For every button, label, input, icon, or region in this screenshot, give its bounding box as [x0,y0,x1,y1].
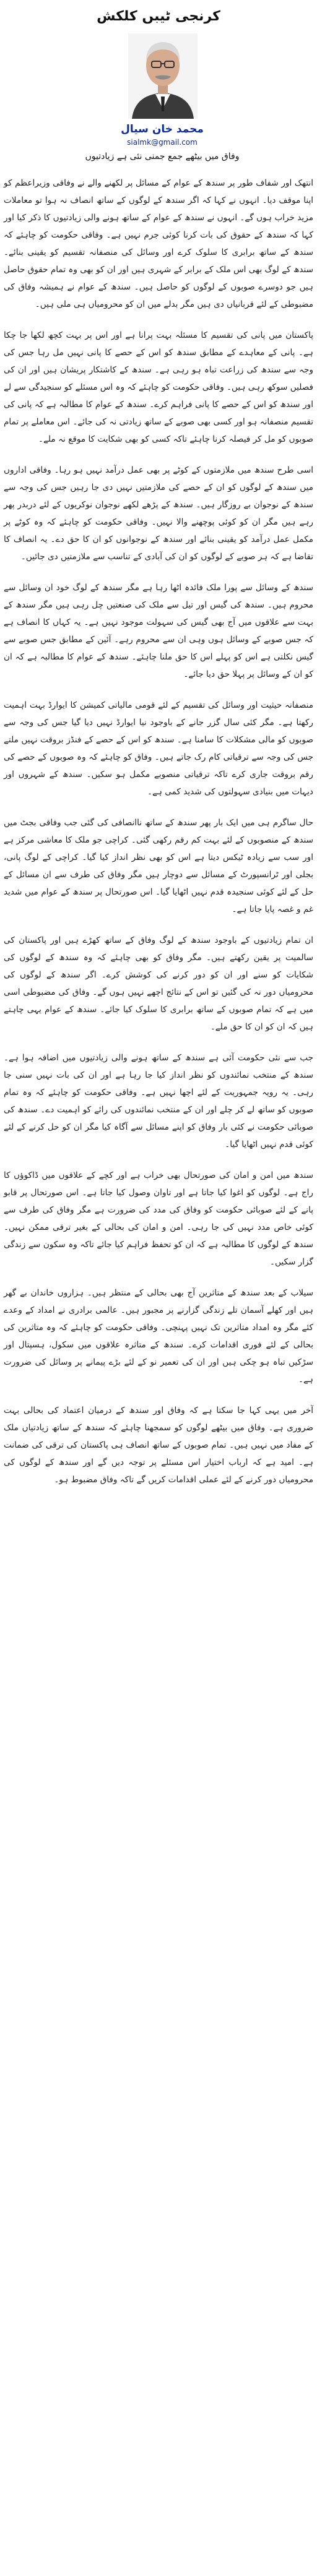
paragraph: آخر میں یہی کہا جا سکتا ہے کہ وفاق اور سندھ کے درمیان اعتماد کی بحالی بہت ضروری ہے۔ وفاق میں بیٹھے لوگوں کو سمجھنا چاہئے کہ سندھ کے ساتھ زیادتیاں ملک کے مفاد میں نہیں ہیں۔ تمام صوبوں کے ساتھ انصاف ہی پاکستان کی ترقی کی ضمانت ہے۔ امید ہے کہ ارباب اختیار اس مسئلے پر توجہ دیں گے اور سندھ کے لوگوں کی محرومیاں دور کرنے کے لئے عملی اقدامات کریں گے تاکہ وفاق مضبوط ہو۔ [4,1406,313,1485]
paragraph: جب سے نئی حکومت آئی ہے سندھ کے ساتھ ہونے والی زیادتیوں میں اضافہ ہوا ہے۔ سندھ کے منتخب نمائندوں کو نظر انداز کیا جا رہا ہے اور ان کی بات نہیں سنی جا رہی۔ یہ رویہ جمہوریت کے لئے اچھا نہیں ہے۔ وفاقی حکومت کو چاہئے کہ وہ تمام صوبوں کو ساتھ لے کر چلے اور ان کے منتخب نمائندوں کی رائے کو اہمیت دے۔ سندھ کی صوبائی حکومت نے کئی بار وفاق کو اپنے مسائل سے آگاہ کیا مگر ان کو حل کرنے کے لئے کوئی قدم نہیں اٹھایا گیا۔ [4,1053,313,1149]
author-email[interactable]: sialmk@gmail.com [127,138,198,147]
article-title: وفاق میں بیٹھے جمع جمنی نئی ہے زیادتیوں [85,152,240,161]
paragraph: سندھ میں امن و امان کی صورتحال بھی خراب ہے اور کچے کے علاقوں میں ڈاکوؤں کا راج ہے۔ لوگوں کو اغوا کیا جاتا ہے اور تاوان وصول کیا جاتا ہے۔ اس صورتحال پر قابو پانے کے لئے صوبائی حکومت کو وفاق کی مدد کی ضرورت ہے مگر وفاق کی طرف سے کوئی خاص مدد نہیں کی جا رہی۔ امن و امان کی بحالی کے بغیر ترقی ممکن نہیں۔ سندھ کے لوگوں کا مطالبہ ہے کہ ان کو تحفظ فراہم کیا جائے تاکہ وہ سکون سے زندگی گزار سکیں۔ [4,1170,313,1267]
paragraph: انتھک اور شفاف طور پر سندھ کے عوام کے مسائل پر لکھنے والے نے وفاقی وزیراعظم کو اپنا موقف دیا۔ انہوں نے کہا کہ اگر سندھ کے لوگوں کے ساتھ انصاف نہ ہوا تو معاملات مزید خراب ہوں گے۔ انہوں نے سندھ کے عوام کے ساتھ ہونے والی زیادتیوں کا ذکر کیا اور کہا کہ سندھ کے حقوق کی بات کرنا کوئی جرم نہیں ہے۔ وفاقی حکومت کو چاہئے کہ سندھ کے ساتھ برابری کا سلوک کرے اور وسائل کی منصفانہ تقسیم کو یقینی بنائے۔ سندھ کے لوگ بھی اس ملک کے برابر کے شہری ہیں اور ان کو بھی وہ تمام حقوق حاصل ہیں جو دوسرے صوبوں کے لوگوں کو حاصل ہیں۔ سندھ کے عوام نے ہمیشہ وفاق کی مضبوطی کے لئے قربانیاں دی ہیں مگر بدلے میں ان کو محرومیاں ہی ملی ہیں۔ [4,178,313,309]
paragraph: منصفانہ حیثیت اور وسائل کی تقسیم کے لئے قومی مالیاتی کمیشن کا ایوارڈ بہت اہمیت رکھتا ہے۔ مگر کئی سال گزر جانے کے باوجود نیا ایوارڈ نہیں دیا گیا جس کی وجہ سے صوبوں کو مالی مشکلات کا سامنا ہے۔ سندھ کو اس کے حصے کے فنڈز بروقت نہیں ملتے جس کی وجہ سے ترقیاتی کام رک جاتے ہیں۔ وفاق کو چاہئے کہ وہ صوبوں کے حصے کی رقم بروقت جاری کرے تاکہ ترقیاتی منصوبے مکمل ہو سکیں۔ سندھ کے شہروں اور دیہات میں بنیادی سہولتوں کی شدید کمی ہے۔ [4,700,313,797]
byline-block [69,33,255,173]
paragraph: سیلاب کے بعد سندھ کے متاثرین آج بھی بحالی کے منتظر ہیں۔ ہزاروں خاندان بے گھر ہیں اور کھلے آسمان تلے زندگی گزارنے پر مجبور ہیں۔ عالمی برادری نے امداد کے وعدے کئے مگر وہ امداد متاثرین تک نہیں پہنچی۔ وفاقی حکومت کو چاہئے کہ وہ متاثرین کی بحالی کے لئے فوری اقدامات کرے۔ سندھ کے متاثرہ علاقوں میں سکول، ہسپتال اور سڑکیں تباہ ہو چکی ہیں اور ان کی تعمیر نو کے لئے بڑے پیمانے پر وسائل کی ضرورت ہے۔ [4,1288,313,1385]
paragraph: اسی طرح سندھ میں ملازمتوں کے کوٹے پر بھی عمل درآمد نہیں ہو رہا۔ وفاقی اداروں میں سندھ کے لوگوں کو ان کے حصے کی ملازمتیں نہیں دی جا رہیں جس کی وجہ سے سندھ کے نوجوان بے روزگار ہیں۔ سندھ کے پڑھے لکھے نوجوان نوکریوں کے لئے دربدر پھر رہے ہیں مگر ان کو کوئی پوچھنے والا نہیں۔ وفاقی حکومت کو چاہئے کہ وہ کوٹے پر مکمل عمل درآمد کو یقینی بنائے اور سندھ کے نوجوانوں کو ان کا حق دے۔ یہ انصاف کا تقاضا ہے کہ ہر صوبے کے لوگوں کو ان کی آبادی کے تناسب سے ملازمتیں دی جائیں۔ [4,465,313,562]
paragraph: حال ساگرم ہی میں ایک بار پھر سندھ کے ساتھ ناانصافی کی گئی جب وفاقی بجٹ میں سندھ کے منصوبوں کے لئے بہت کم رقم رکھی گئی۔ کراچی جو ملک کا معاشی مرکز ہے اور سب سے زیادہ ٹیکس دیتا ہے اس کو بھی نظر انداز کیا گیا۔ کراچی کے لوگ پانی، بجلی اور ٹرانسپورٹ کے مسائل سے دوچار ہیں مگر وفاق کی طرف سے ان مسائل کے حل کے لئے کوئی سنجیدہ قدم نہیں اٹھایا گیا۔ اس صورتحال پر سندھ کے عوام میں شدید غم و غصہ پایا جاتا ہے۔ [4,818,313,914]
author-name: محمد خان سیال [121,123,204,135]
paragraph: سندھ کے وسائل سے پورا ملک فائدہ اٹھا رہا ہے مگر سندھ کے لوگ خود ان وسائل سے محروم ہیں۔ سندھ کی گیس اور تیل سے ملک کی صنعتیں چل رہی ہیں مگر سندھ کے بہت سے علاقوں میں آج بھی گیس کی سہولت موجود نہیں ہے۔ یہ کہاں کا انصاف ہے کہ جس صوبے کے وسائل ہوں وہی ان سے محروم رہے۔ آئین کے مطابق جس صوبے سے گیس نکلتی ہے اس کو پہلے اس کا حق ملنا چاہئے۔ سندھ کے عوام کا مطالبہ ہے کہ ان کو ان کے وسائل پر پہلا حق دیا جائے۔ [4,583,313,679]
paragraph: پاکستان میں پانی کی تقسیم کا مسئلہ بہت پرانا ہے اور اس پر بہت کچھ لکھا جا چکا ہے۔ پانی کے معاہدے کے مطابق سندھ کو اس کے حصے کا پانی نہیں مل رہا جس کی وجہ سے سندھ کی زراعت تباہ ہو رہی ہے۔ سندھ کے کاشتکار پریشان ہیں اور ان کی فصلیں سوکھ رہی ہیں۔ وفاقی حکومت کو چاہئے کہ وہ اس مسئلے کو سنجیدگی سے لے اور سندھ کو اس کے حصے کا پانی فراہم کرے۔ سندھ کے عوام کا مطالبہ ہے کہ پانی کی تقسیم منصفانہ ہو اور کسی بھی صوبے کے ساتھ زیادتی نہ کی جائے۔ اس معاملے پر تمام صوبوں کو مل کر فیصلہ کرنا چاہئے تاکہ کسی کو بھی شکایت کا موقع نہ ملے۔ [3,330,313,444]
article-body [4,174,313,2570]
paragraph: ان تمام زیادتیوں کے باوجود سندھ کے لوگ وفاق کے ساتھ کھڑے ہیں اور پاکستان کی سالمیت پر یقین رکھتے ہیں۔ مگر وفاق کو بھی چاہئے کہ وہ سندھ کے لوگوں کی شکایات کو سنے اور ان کو دور کرنے کی کوشش کرے۔ اگر سندھ کے لوگوں کی محرومیاں دور نہ کی گئیں تو اس کے نتائج اچھے نہیں ہوں گے۔ وفاق کی مضبوطی اسی میں ہے کہ تمام صوبوں کے ساتھ برابری کا سلوک کیا جائے۔ سندھ کے عوام یہی چاہتے ہیں کہ ان کو ان کا حق ملے۔ [4,935,313,1032]
column-title: کرنجی ٹیبں کلکش [97,9,220,24]
author-portrait [128,33,198,119]
